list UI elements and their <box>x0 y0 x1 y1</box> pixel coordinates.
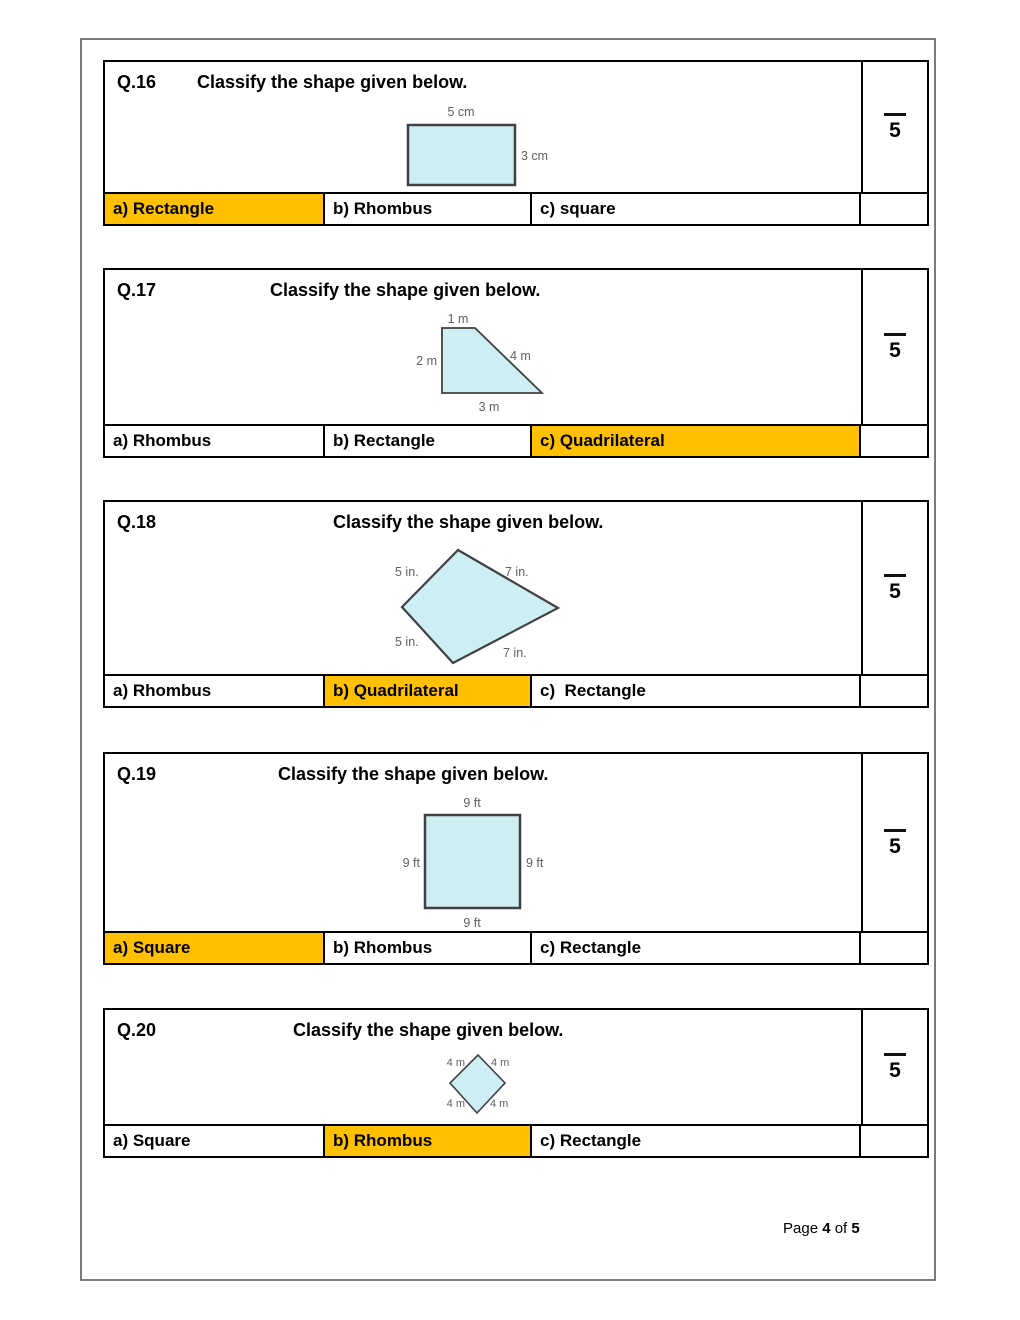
question-title: Classify the shape given below. <box>270 280 541 300</box>
footer-page-number: 4 <box>822 1220 831 1237</box>
square-shape <box>390 790 565 940</box>
side-label: 4 m <box>446 1098 465 1110</box>
side-label: 3 m <box>478 400 500 414</box>
side-label: 9 ft <box>402 856 420 870</box>
answer-option-c[interactable] <box>532 676 861 706</box>
question-block-q20 <box>103 1008 929 1158</box>
side-label: 3 cm <box>521 149 549 163</box>
marks-empty-cell <box>861 1126 927 1156</box>
marks-overline <box>884 829 906 832</box>
question-block-q16 <box>103 60 929 226</box>
marks-box <box>861 62 927 192</box>
side-label: 4 m <box>491 1057 510 1069</box>
footer-page-total: 5 <box>851 1220 860 1237</box>
question-title: Classify the shape given below. <box>197 72 468 92</box>
marks-overline <box>884 574 906 577</box>
marks-overline <box>884 333 906 336</box>
question-number: Q.19 <box>117 764 157 784</box>
trapezoid-shape <box>405 305 565 420</box>
question-block-q19 <box>103 752 929 965</box>
answer-option-a[interactable] <box>105 1126 325 1156</box>
side-label: 9 ft <box>463 916 481 930</box>
question-number: Q.18 <box>117 512 157 532</box>
marks-empty-cell <box>861 426 927 456</box>
rectangle-shape <box>400 100 575 195</box>
marks-empty-cell <box>861 676 927 706</box>
question-block-q18 <box>103 500 929 708</box>
marks-empty-cell <box>861 933 927 963</box>
side-label: 9 ft <box>463 796 481 810</box>
marks-box <box>861 1010 927 1124</box>
marks-overline <box>884 113 906 116</box>
answer-option-b[interactable] <box>325 426 532 456</box>
answer-label: c) square <box>540 199 616 218</box>
question-number: Q.20 <box>117 1020 157 1040</box>
side-label: 2 m <box>416 354 437 368</box>
answer-option-b[interactable] <box>325 1126 532 1156</box>
question-title: Classify the shape given below. <box>278 764 549 784</box>
question-title: Classify the shape given below. <box>333 512 604 532</box>
answer-option-c[interactable] <box>532 933 861 963</box>
question-block-q17 <box>103 268 929 458</box>
answer-label: c) Rectangle <box>540 681 646 700</box>
side-label: 5 in. <box>395 635 419 649</box>
answer-option-a[interactable] <box>105 426 325 456</box>
rhombus-shape <box>435 1045 560 1125</box>
answer-label: b) Rhombus <box>333 199 433 218</box>
side-label: 4 m <box>490 1098 509 1110</box>
answer-label: a) Rhombus <box>113 681 212 700</box>
footer-of: of <box>830 1220 852 1237</box>
answer-option-a[interactable] <box>105 676 325 706</box>
page-footer <box>783 1220 860 1237</box>
answer-label: a) Rhombus <box>113 431 212 450</box>
marks-value: 5 <box>889 834 901 858</box>
marks-overline <box>884 1053 906 1056</box>
side-label: 5 in. <box>395 565 419 579</box>
side-label: 4 m <box>446 1057 465 1069</box>
side-label: 5 cm <box>447 105 475 119</box>
side-label: 4 m <box>510 349 531 363</box>
answer-label: a) Square <box>113 1131 191 1150</box>
answer-label: a) Square <box>113 938 191 957</box>
side-label: 9 ft <box>526 856 544 870</box>
question-title: Classify the shape given below. <box>293 1020 564 1040</box>
answer-label: c) Quadrilateral <box>540 431 665 450</box>
answer-option-c[interactable] <box>532 1126 861 1156</box>
side-label: 7 in. <box>503 646 527 660</box>
side-label: 7 in. <box>505 565 529 579</box>
footer-label: Page <box>783 1220 823 1237</box>
marks-box <box>861 754 927 931</box>
answer-label: b) Rhombus <box>333 1131 433 1150</box>
marks-value: 5 <box>889 1059 901 1082</box>
answer-option-a[interactable] <box>105 194 325 224</box>
answer-label: c) Rectangle <box>540 938 642 957</box>
answer-option-a[interactable] <box>105 933 325 963</box>
kite-shape <box>385 540 575 675</box>
answer-option-c[interactable] <box>532 426 861 456</box>
marks-box <box>861 502 927 674</box>
marks-value: 5 <box>889 339 901 362</box>
question-number: Q.17 <box>117 280 157 300</box>
answer-label: a) Rectangle <box>113 199 215 218</box>
question-number: Q.16 <box>117 72 157 92</box>
marks-empty-cell <box>861 194 927 224</box>
marks-value: 5 <box>889 119 901 142</box>
side-label: 1 m <box>447 312 469 326</box>
marks-value: 5 <box>889 580 901 603</box>
answer-label: c) Rectangle <box>540 1131 642 1150</box>
answer-label: b) Rhombus <box>333 938 433 957</box>
answer-label: b) Rectangle <box>333 431 436 450</box>
answer-option-b[interactable] <box>325 194 532 224</box>
answer-option-b[interactable] <box>325 676 532 706</box>
answer-label: b) Quadrilateral <box>333 681 459 700</box>
answer-option-c[interactable] <box>532 194 861 224</box>
marks-box <box>861 270 927 424</box>
